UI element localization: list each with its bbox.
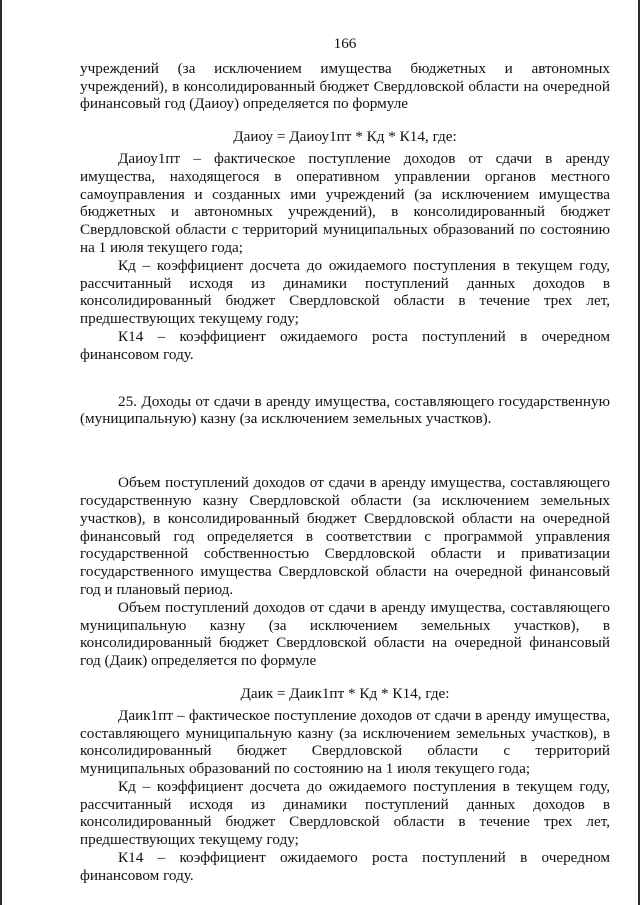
page-number: 166 [333, 35, 357, 52]
paragraph-municipal-treasury: Объем поступлений доходов от сдачи в аренду имущества, составляющего муниципальную казну (за исключением земельных участков), в консолидированный бюджет Свердловской области на очередной финансовый год (Даик) определяется по формуле [80, 598, 610, 670]
definition-k14-2: К14 – коэффициент ожидаемого роста поступлений в очередном финансовом году. [80, 849, 610, 884]
paragraph-state-treasury: Объем поступлений доходов от сдачи в аренду имущества, составляющего государственную казну Свердловской области (за исключением земельных участков), в консолидированный бюджет Свердловской области на очередной финансовый год определяется в соответствии с программой управления государственной собственностью Свердловской области и приватизации государственного имущества Свердловской области на очередной финансовый год и плановый период. [80, 474, 610, 598]
definition-k14: К14 – коэффициент ожидаемого роста поступлений в очередном финансовом году. [80, 327, 610, 363]
paragraph-intro: учреждений (за исключением имущества бюджетных и автономных учреждений), в консолидированный бюджет Свердловской области на очередной финансовый год (Даиоу) определяется по формуле [80, 59, 610, 113]
formula-daiou: Даиоу = Даиоу1пт * Кд * К14, где: [233, 128, 457, 146]
page-content [80, 35, 610, 885]
definition-kd: Кд – коэффициент досчета до ожидаемого поступления в текущем году, рассчитанный исходя из динамики поступлений данных доходов в консолидированный бюджет Свердловской области в течение трех лет, предшествующих текущему году; [80, 256, 610, 328]
definition-daiou1pt: Даиоу1пт – фактическое поступление доходов от сдачи в аренду имущества, находящегося в оперативном управлении органов местного самоуправления и созданных ими учреждений (за исключением имущества бюджетных и автономных учреждений), в консолидированный бюджет Свердловской области с территорий муниципальных образований по состоянию на 1 июля текущего года; [80, 149, 610, 256]
definition-daik1pt: Даик1пт – фактическое поступление доходов от сдачи в аренду имущества, составляющего муниципальную казну (за исключением земельных участков), в консолидированный бюджет Свердловской области с территорий муниципальных образований по состоянию на 1 июля текущего года; [80, 706, 610, 778]
formula-daik: Даик = Даик1пт * Кд * К14, где: [240, 684, 450, 702]
section-heading-25: 25. Доходы от сдачи в аренду имущества, составляющего государственную (муниципальную) казну (за исключением земельных участков). [80, 392, 610, 428]
definition-kd-2: Кд – коэффициент досчета до ожидаемого поступления в текущем году, рассчитанный исходя из динамики поступлений данных доходов в консолидированный бюджет Свердловской области в течение трех лет, предшествующих текущему году; [80, 777, 610, 849]
